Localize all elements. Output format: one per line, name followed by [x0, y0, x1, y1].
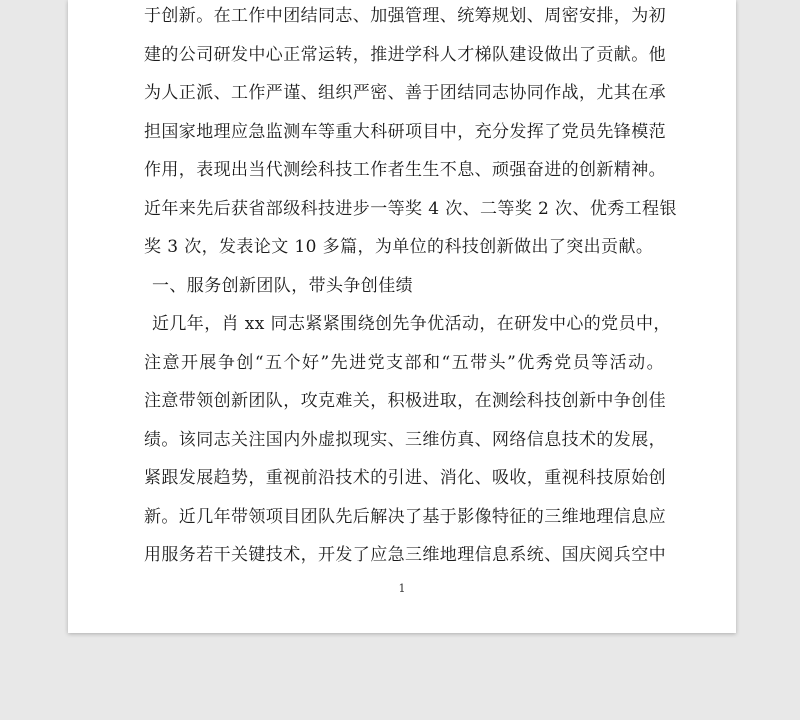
text-line-4: 担国家地理应急监测车等重大科研项目中，充分发挥了党员先锋模范 [144, 121, 666, 142]
document-page [68, 0, 736, 633]
text-line-11: 注意带领创新团队，攻克难关，积极进取，在测绘科技创新中争创佳 [144, 391, 666, 411]
section-heading: 一、服务创新团队，带头争创佳绩 [152, 275, 413, 296]
text-line-1: 于创新。在工作中团结同志、加强管理、统筹规划、周密安排，为初 [144, 6, 666, 26]
text-line-12: 绩。该同志关注国内外虚拟现实、三维仿真、网络信息技术的发展， [144, 429, 666, 450]
text-line-6: 近年来先后获省部级科技进步一等奖 4 次、二等奖 2 次、优秀工程银 [144, 198, 677, 219]
text-line-7: 奖 3 次，发表论文 10 多篇，为单位的科技创新做出了突出贡献。 [144, 237, 654, 257]
text-line-13: 紧跟发展趋势，重视前沿技术的引进、消化、吸收，重视科技原始创 [144, 468, 666, 488]
page-number: 1 [398, 582, 406, 595]
document-body [144, 0, 677, 575]
text-line-3: 为人正派、工作严谨、组织严密、善于团结同志协同作战，尤其在承 [144, 83, 666, 103]
text-line-9: 近几年，肖 xx 同志紧紧围绕创先争优活动，在研发中心的党员中， [152, 314, 671, 334]
text-line-2: 建的公司研发中心正常运转，推进学科人才梯队建设做出了贡献。他 [144, 44, 666, 65]
text-line-14: 新。近几年带领项目团队先后解决了基于影像特征的三维地理信息应 [144, 506, 666, 527]
text-line-10: 注意开展争创“五个好”先进党支部和“五带头”优秀党员等活动。 [144, 352, 664, 373]
text-line-5: 作用，表现出当代测绘科技工作者生生不息、顽强奋进的创新精神。 [144, 160, 666, 180]
text-line-15: 用服务若干关键技术，开发了应急三维地理信息系统、国庆阅兵空中 [144, 545, 666, 565]
